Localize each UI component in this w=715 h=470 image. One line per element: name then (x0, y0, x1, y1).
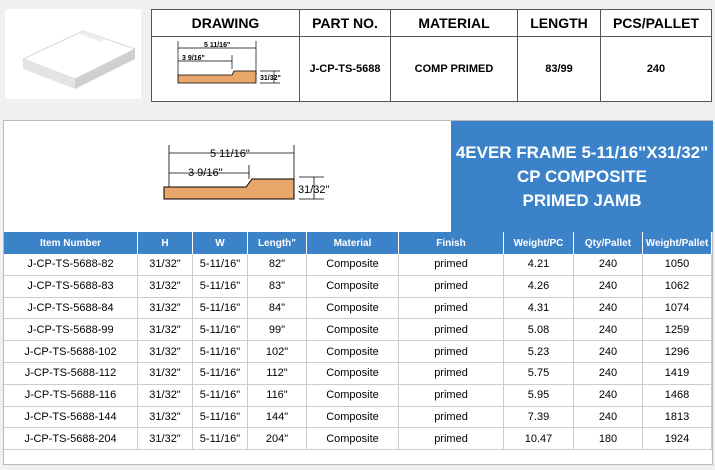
summary-material: COMP PRIMED (391, 37, 518, 102)
table-row (4, 275, 712, 297)
table-cell: 1813 (643, 406, 712, 428)
table-cell: 82" (248, 254, 307, 275)
summary-table (151, 9, 712, 102)
table-cell: 240 (574, 297, 643, 319)
summary-header: LENGTH (518, 10, 601, 37)
table-cell: Composite (307, 297, 399, 319)
table-header-row (4, 232, 712, 254)
table-cell: 1050 (643, 254, 712, 275)
table-cell: 1419 (643, 362, 712, 384)
table-cell: J-CP-TS-5688-116 (4, 384, 138, 406)
table-cell: 31/32" (138, 297, 193, 319)
table-cell: 5.95 (504, 384, 574, 406)
table-cell: 5.23 (504, 341, 574, 363)
small-dim-thickness: 31/32" (260, 75, 281, 82)
product-panel (3, 120, 713, 465)
table-cell: J-CP-TS-5688-99 (4, 319, 138, 341)
table-cell: 5.08 (504, 319, 574, 341)
table-cell: 4.31 (504, 297, 574, 319)
table-cell: primed (399, 319, 504, 341)
table-cell: 5-11/16" (193, 428, 248, 450)
table-cell: Composite (307, 428, 399, 450)
table-cell: 5-11/16" (193, 297, 248, 319)
table-cell: 240 (574, 319, 643, 341)
table-row (4, 319, 712, 341)
table-cell: 31/32" (138, 362, 193, 384)
table-cell: 10.47 (504, 428, 574, 450)
table-cell: 144" (248, 406, 307, 428)
table-cell: 31/32" (138, 341, 193, 363)
table-cell: J-CP-TS-5688-112 (4, 362, 138, 384)
column-header: Finish (399, 232, 504, 254)
table-cell: Composite (307, 362, 399, 384)
table-cell: J-CP-TS-5688-204 (4, 428, 138, 450)
table-cell: 5-11/16" (193, 341, 248, 363)
table-cell: Composite (307, 275, 399, 297)
table-cell: 180 (574, 428, 643, 450)
table-cell: 1062 (643, 275, 712, 297)
column-header: Qty/Pallet (574, 232, 643, 254)
table-cell: 31/32" (138, 275, 193, 297)
table-cell: primed (399, 341, 504, 363)
small-dim-width: 5 11/16" (204, 42, 231, 49)
product-title-box (451, 121, 713, 232)
small-dim-step: 3 9/16" (182, 55, 205, 62)
product-detail-table (4, 232, 712, 450)
table-cell: 31/32" (138, 384, 193, 406)
summary-length: 83/99 (518, 37, 601, 102)
table-cell: 1074 (643, 297, 712, 319)
table-cell: J-CP-TS-5688-83 (4, 275, 138, 297)
table-cell: J-CP-TS-5688-144 (4, 406, 138, 428)
table-row (4, 362, 712, 384)
table-cell: 5-11/16" (193, 406, 248, 428)
table-cell: J-CP-TS-5688-84 (4, 297, 138, 319)
table-cell: 240 (574, 406, 643, 428)
product-title-line: 4EVER FRAME 5-11/16"X31/32" (455, 142, 709, 162)
summary-header: PCS/PALLET (601, 10, 712, 37)
column-header: Weight/PC (504, 232, 574, 254)
table-cell: primed (399, 384, 504, 406)
table-cell: Composite (307, 384, 399, 406)
table-cell: 1259 (643, 319, 712, 341)
column-header: Weight/Pallet (643, 232, 712, 254)
summary-part-no: J-CP-TS-5688 (300, 37, 391, 102)
table-cell: 1924 (643, 428, 712, 450)
table-cell: 5-11/16" (193, 275, 248, 297)
table-cell: 5-11/16" (193, 319, 248, 341)
table-cell: 112" (248, 362, 307, 384)
dim-step: 3 9/16" (188, 167, 223, 179)
table-cell: primed (399, 362, 504, 384)
table-cell: 31/32" (138, 406, 193, 428)
table-cell: 99" (248, 319, 307, 341)
table-cell: 204" (248, 428, 307, 450)
table-cell: Composite (307, 319, 399, 341)
column-header: Item Number (4, 232, 138, 254)
table-cell: 84" (248, 297, 307, 319)
table-cell: 7.39 (504, 406, 574, 428)
column-header: Length" (248, 232, 307, 254)
table-cell: 240 (574, 275, 643, 297)
summary-pcs-pallet: 240 (601, 37, 712, 102)
table-cell: 102" (248, 341, 307, 363)
table-row (4, 254, 712, 275)
dim-thickness: 31/32" (298, 184, 330, 196)
table-cell: 240 (574, 384, 643, 406)
table-cell: 4.21 (504, 254, 574, 275)
table-cell: 5.75 (504, 362, 574, 384)
table-cell: J-CP-TS-5688-82 (4, 254, 138, 275)
table-cell: 5-11/16" (193, 384, 248, 406)
small-profile-drawing (152, 37, 300, 102)
table-cell: 5-11/16" (193, 254, 248, 275)
table-row (4, 428, 712, 450)
table-cell: J-CP-TS-5688-102 (4, 341, 138, 363)
table-cell: 116" (248, 384, 307, 406)
table-cell: Composite (307, 254, 399, 275)
table-cell: primed (399, 406, 504, 428)
table-cell: primed (399, 254, 504, 275)
table-cell: Composite (307, 341, 399, 363)
table-cell: 1296 (643, 341, 712, 363)
table-cell: primed (399, 297, 504, 319)
summary-header: PART NO. (300, 10, 391, 37)
table-cell: 83" (248, 275, 307, 297)
summary-header: MATERIAL (391, 10, 518, 37)
table-cell: 4.26 (504, 275, 574, 297)
table-cell: 240 (574, 362, 643, 384)
table-cell: 1468 (643, 384, 712, 406)
column-header: Material (307, 232, 399, 254)
table-cell: 240 (574, 254, 643, 275)
table-row (4, 341, 712, 363)
table-cell: primed (399, 428, 504, 450)
column-header: H (138, 232, 193, 254)
product-title-line: PRIMED JAMB (522, 190, 642, 210)
summary-header: DRAWING (152, 10, 300, 37)
profile-drawing (154, 143, 354, 223)
table-cell: primed (399, 275, 504, 297)
table-cell: Composite (307, 406, 399, 428)
table-row (4, 406, 712, 428)
table-row (4, 297, 712, 319)
table-cell: 31/32" (138, 254, 193, 275)
dim-width: 5 11/16" (210, 148, 250, 160)
table-cell: 31/32" (138, 428, 193, 450)
table-cell: 240 (574, 341, 643, 363)
table-row (4, 384, 712, 406)
column-header: W (193, 232, 248, 254)
table-cell: 5-11/16" (193, 362, 248, 384)
table-cell: 31/32" (138, 319, 193, 341)
product-thumbnail (5, 9, 141, 99)
product-title-line: CP COMPOSITE (516, 166, 648, 186)
